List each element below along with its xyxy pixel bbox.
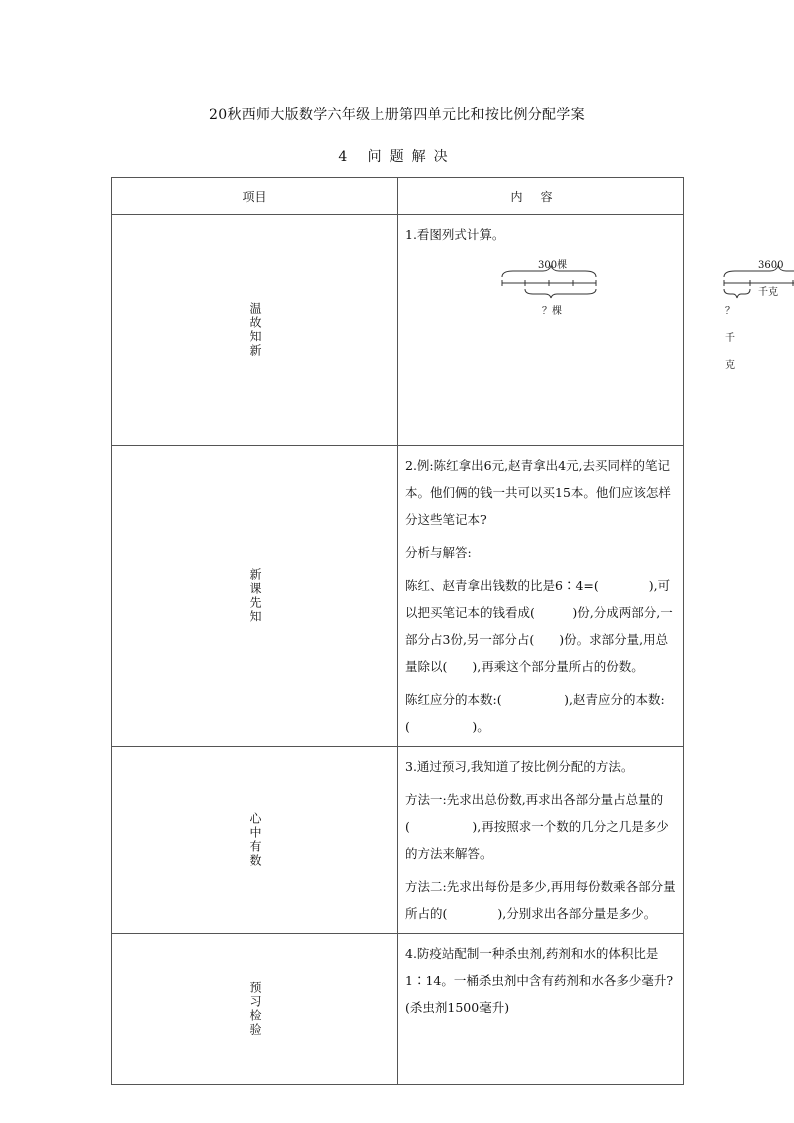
table-header-row xyxy=(112,178,684,215)
table-row xyxy=(112,934,684,1085)
question-4 xyxy=(398,934,683,1021)
question-2-paragraph-2: 陈红应分的本数:( ),赵青应分的本数:( )。 xyxy=(405,692,665,734)
lesson-table xyxy=(111,177,784,1085)
header-item: 项目 xyxy=(112,178,398,215)
row-label-text: 新课先知 xyxy=(248,568,262,624)
table-row xyxy=(112,215,684,446)
line-diagrams xyxy=(405,254,784,371)
question-2-intro: 2.例:陈红拿出6元,赵青拿出4元,去买同样的笔记本。他们俩的钱一共可以买15本。他们应该怎样分这些笔记本? xyxy=(405,458,671,527)
table-row xyxy=(112,446,684,747)
question-3 xyxy=(398,747,683,927)
row-label-check xyxy=(112,934,397,1084)
header-content: 内容 xyxy=(398,178,684,215)
diagram2-part-label: ？千克 xyxy=(725,306,735,371)
row-label-mindful xyxy=(112,747,397,933)
question-1 xyxy=(398,215,784,371)
question-3-intro: 3.通过预习,我知道了按比例分配的方法。 xyxy=(405,759,634,774)
row-label-text: 温故知新 xyxy=(248,302,262,358)
question-1-text: 1.看图列式计算。 xyxy=(405,227,505,242)
row-label-review xyxy=(112,215,397,445)
table-row xyxy=(112,747,684,934)
question-2-analysis: 分析与解答: xyxy=(405,545,472,560)
question-2-paragraph-1: 陈红、赵青拿出钱数的比是6∶4=( ),可以把买笔记本的钱看成( )份,分成两部分,一部分占3份,另一部分占( )份。求部分量,用总量除以( ),再乘这个部分量所占的份数。 xyxy=(405,578,673,674)
row-label-text: 预习检验 xyxy=(248,981,262,1037)
document-title: 20秋西师大版数学六年级上册第四单元比和按比例分配学案 xyxy=(209,107,585,123)
diagram1-part-label: ？棵 xyxy=(542,306,562,317)
diagram2-total-label: 3600千克 xyxy=(758,260,784,298)
question-2 xyxy=(398,446,683,740)
question-3-method-2: 方法二:先求出每份是多少,再用每份数乘各部分量所占的( ),分别求出各部分量是多少。 xyxy=(405,879,676,921)
row-label-text: 心中有数 xyxy=(248,812,262,868)
question-4-text: 4.防疫站配制一种杀虫剂,药剂和水的体积比是1∶14。一桶杀虫剂中含有药剂和水各多少毫升?(杀虫剂1500毫升) xyxy=(405,946,674,1015)
question-3-method-1: 方法一:先求出总份数,再求出各部分量占总量的( ),再按照求一个数的几分之几是多少的方法来解答。 xyxy=(405,792,669,861)
lesson-subtitle: 4 问题解决 xyxy=(338,149,456,165)
bottom-brace-1 xyxy=(525,289,596,298)
row-label-preview xyxy=(112,446,397,746)
bottom-brace-2 xyxy=(724,289,750,298)
diagram1-total-label: 300棵 xyxy=(538,260,568,271)
segment-diagram xyxy=(405,254,794,344)
